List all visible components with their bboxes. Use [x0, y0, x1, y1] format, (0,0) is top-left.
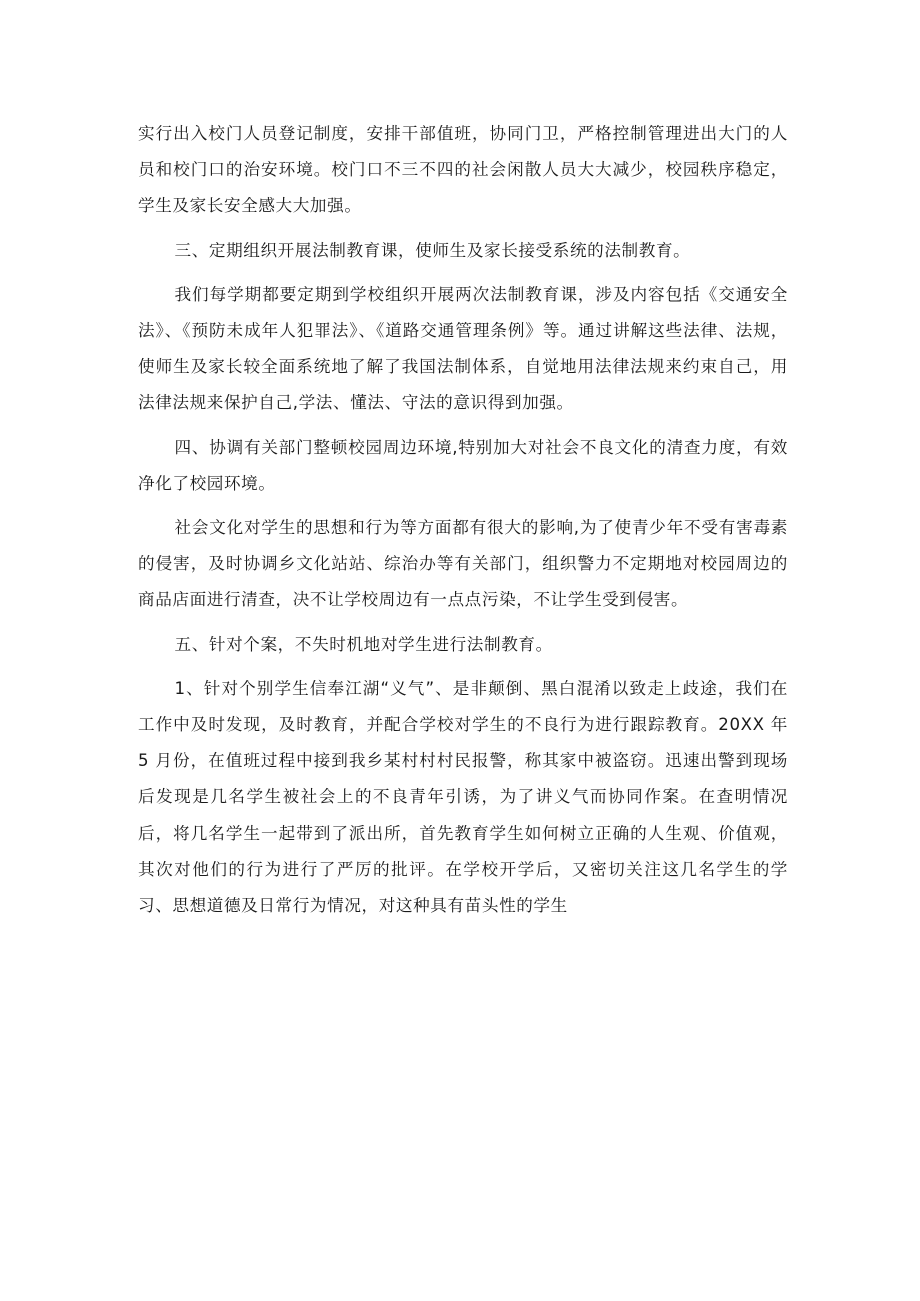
paragraph-case-one: 1、针对个别学生信奉江湖“义气”、是非颠倒、黑白混淆以致走上歧途，我们在工作中及时发现，及时教育，并配合学校对学生的不良行为进行跟踪教育。20XX 年 5 月份，在值班过程中接到我乡某村村村民报警，称其家中被盗窃。迅速出警到现场后发现是几名学生被社会上的不良青年引诱，为了讲义气而协同作案。在查明情况后，将几名学生一起带到了派出所，首先教育学生如何树立正确的人生观、价值观，其次对他们的行为进行了严厉的批评。在学校开学后，又密切关注这几名学生的学习、思想道德及日常行为情况，对这种具有苗头性的学生: [138, 678, 788, 916]
section-heading-five: 五、针对个案，不失时机地对学生进行法制教育。: [174, 634, 553, 654]
paragraph-culture: 社会文化对学生的思想和行为等方面都有很大的影响,为了使青少年不受有害毒素的侵害，及时协调乡文化站站、综治办等有关部门，组织警力不定期地对校园周边的商品店面进行清查，决不让学校周边有一点点污染，不让学生受到侵害。: [138, 518, 788, 610]
document-page: [138, 116, 788, 924]
section-heading-three: 三、定期组织开展法制教育课，使师生及家长接受系统的法制教育。: [174, 240, 691, 260]
paragraph-continuation: 实行出入校门人员登记制度，安排干部值班，协同门卫，严格控制管理进出大门的人员和校门口的治安环境。校门口不三不四的社会闲散人员大大减少，校园秩序稳定，学生及家长安全感大大加强。: [138, 124, 788, 216]
paragraph-law-course: 我们每学期都要定期到学校组织开展两次法制教育课，涉及内容包括《交通安全法》、《预防未成年人犯罪法》、《道路交通管理条例》等。通过讲解这些法律、法规，使师生及家长较全面系统地了解了我国法制体系，自觉地用法律法规来约束自己，用法律法规来保护自己,学法、懂法、守法的意识得到加强。: [138, 284, 788, 413]
section-heading-four: 四、协调有关部门整顿校园周边环境,特别加大对社会不良文化的清查力度，有效净化了校园环境。: [138, 437, 788, 493]
